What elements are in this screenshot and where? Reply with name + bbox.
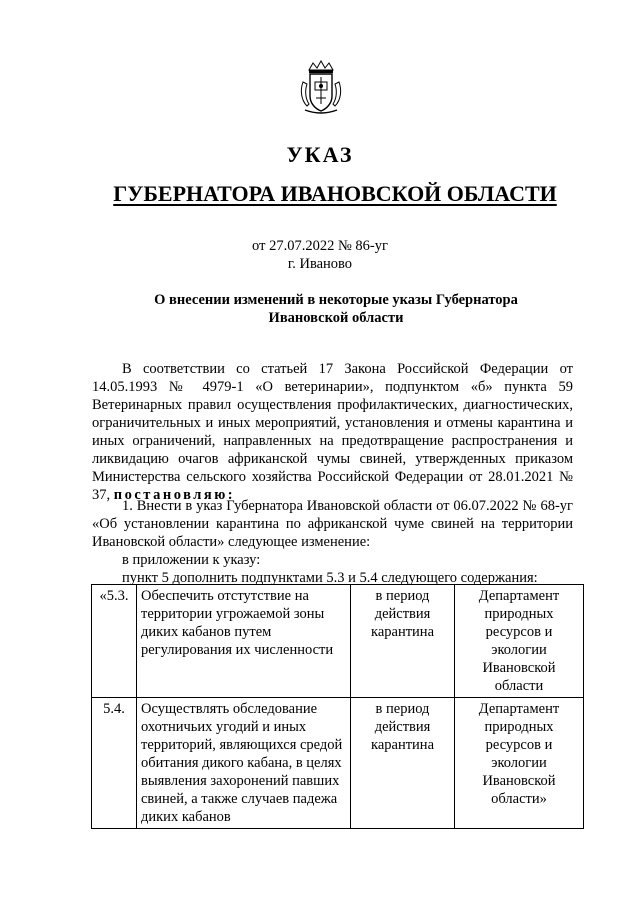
- coat-of-arms-emblem: [299, 60, 343, 118]
- row-action: Обеспечить отстутствие на территории угрожаемой зоны диких кабанов путем регулирования их численности: [137, 585, 351, 698]
- preamble-text: В соответствии со статьей 17 Закона Российской Федерации от 14.05.1993 № 4979-1 «О ветеринарии», подпунктом «б» пункта 59 Ветеринарных правил осуществления профилактических, диагностических, ограничительных и иных мероприятий, установления и отмены карантина и иных ограничений, направленных на предотвращение распространения и ликвидацию очагов африканской чумы свиней, утвержденных приказом Министерства сельского хозяйства Российской Федерации от 28.01.2021 № 37,: [92, 361, 573, 503]
- decree-subject: [0, 291, 640, 327]
- row-action: Осуществлять обследование охотничьих угодий и иных территорий, являющихся средой обитания дикого кабана, в целях выявления захоронений павших свиней, а также случаев падежа диких кабанов: [137, 698, 351, 829]
- city: г. Иваново: [287, 256, 353, 272]
- decree-word: постановляю:: [113, 487, 236, 503]
- table-row: [92, 585, 584, 698]
- preamble-paragraph: [92, 360, 573, 504]
- row-number: «5.3.: [92, 585, 137, 698]
- row-term: в период действия карантина: [351, 585, 455, 698]
- table-row: [92, 698, 584, 829]
- row-number: 5.4.: [92, 698, 137, 829]
- document-subtitle: ГУБЕРНАТОРА ИВАНОВСКОЙ ОБЛАСТИ: [113, 181, 557, 206]
- row-responsible: Департамент природных ресурсов и экологии Ивановской области: [455, 585, 584, 698]
- amendments-table: [91, 584, 584, 829]
- date-line: [0, 237, 640, 273]
- date-number: от 27.07.2022 № 86-уг: [252, 238, 388, 254]
- subject-line-2: Ивановской области: [268, 310, 404, 326]
- row-responsible: Департамент природных ресурсов и экологии Ивановской области»: [455, 698, 584, 829]
- annex-line: в приложении к указу:: [122, 552, 261, 568]
- item-1-paragraph: 1. Внести в указ Губернатора Ивановской области от 06.07.2022 № 68-уг «Об установлении карантина по африканской чуме свиней на территории Ивановской области» следующее изменение:: [92, 498, 573, 550]
- point-5-line: пункт 5 дополнить подпунктами 5.3 и 5.4 следующего содержания:: [122, 570, 538, 586]
- row-term: в период действия карантина: [351, 698, 455, 829]
- document-title: УКАЗ: [286, 142, 354, 167]
- subject-line-1: О внесении изменений в некоторые указы Губернатора: [154, 292, 518, 308]
